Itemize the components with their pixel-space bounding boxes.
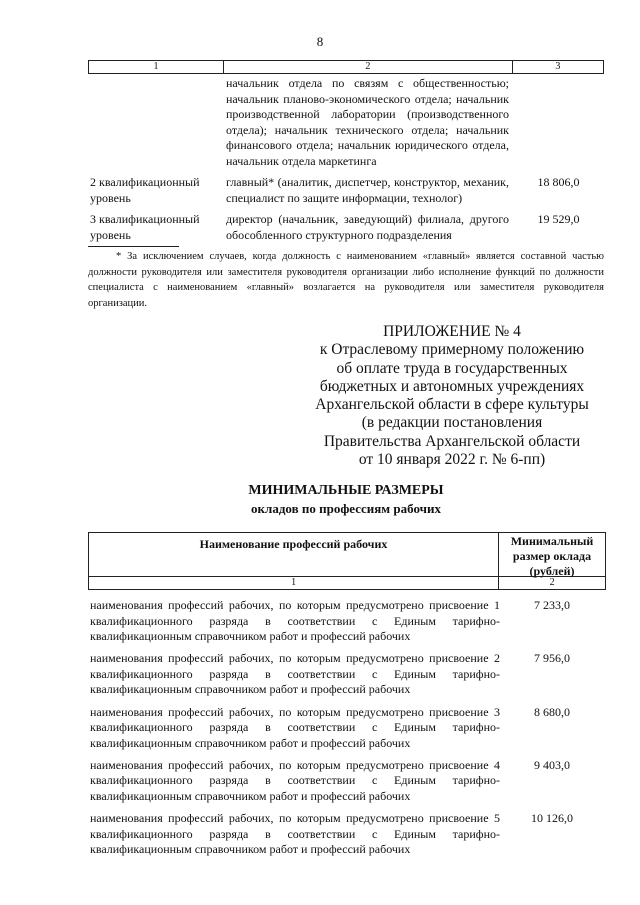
salary-value: 9 403,0 (534, 757, 570, 772)
appendix-line: об оплате труда в государственных (336, 359, 568, 377)
profession-description: наименования профессий рабочих, по которым предусмотрено присвоение 3 квалификационного разряда в соответствии с Единым тарифно-квалификационным справочником работ и профессий рабочих (90, 704, 500, 750)
column-number-2: 2 (549, 577, 555, 588)
header-min-salary: Минимальный размер оклада (рублей) (510, 534, 594, 578)
positions-list: начальник отдела по связям с общественностью; начальник планово-экономического отдела; начальник производственной лаборатории (производственного отдела); начальник технического отдела; начальник финансового отдела; начальник юридического отдела, начальник отдела маркетинга (226, 76, 509, 168)
column-number-1: 1 (89, 61, 224, 73)
salary-value: 8 680,0 (534, 704, 570, 719)
footnote-divider (88, 246, 179, 247)
worker-salary-table-header (88, 532, 606, 590)
appendix-line: бюджетных и автономных учреждениях (319, 377, 585, 395)
column-number-row (89, 576, 605, 589)
table-row (88, 598, 604, 645)
table-row (88, 651, 604, 698)
positions-list: главный* (аналитик, диспетчер, конструктор, механик, специалист по защите информации, технолог) (226, 175, 509, 205)
profession-description: наименования профессий рабочих, по которым предусмотрено присвоение 5 квалификационного разряда в соответствии с Единым тарифно-квалификационным справочником работ и профессий рабочих (90, 811, 500, 857)
table-header-row (89, 533, 605, 576)
heading-subtitle: окладов по профессиям рабочих (251, 501, 441, 516)
table-row (88, 811, 604, 858)
salary-value: 18 806,0 (537, 175, 580, 189)
section-heading (88, 482, 604, 518)
profession-description: наименования профессий рабочих, по которым предусмотрено присвоение 1 квалификационного разряда в соответствии с Единым тарифно-квалификационным справочником работ и профессий рабочих (90, 598, 500, 644)
profession-description: наименования профессий рабочих, по которым предусмотрено присвоение 2 квалификационного разряда в соответствии с Единым тарифно-квалификационным справочником работ и профессий рабочих (90, 651, 500, 697)
salary-value (513, 76, 604, 169)
positions-list: директор (начальник, заведующий) филиала, другого обособленного структурного подразделения (226, 212, 509, 242)
salary-value: 10 126,0 (531, 811, 573, 826)
appendix-header (300, 323, 604, 469)
salary-value: 19 529,0 (537, 212, 580, 226)
column-number-3: 3 (555, 61, 561, 72)
profession-description: наименования профессий рабочих, по которым предусмотрено присвоение 4 квалификационного разряда в соответствии с Единым тарифно-квалификационным справочником работ и профессий рабочих (90, 757, 500, 804)
table-header-row (88, 60, 604, 74)
appendix-line: (в редакции постановления (361, 414, 543, 432)
salary-value: 7 956,0 (534, 651, 570, 666)
qualification-level (88, 76, 223, 169)
qualification-level: 2 квалификационный уровень (90, 175, 200, 205)
qualification-level: 3 квалификационный уровень (90, 212, 200, 242)
salary-table-continued (88, 60, 604, 243)
column-number-2: 2 (224, 61, 513, 73)
table-row (88, 705, 604, 752)
table-row (88, 758, 604, 805)
page-number: 8 (316, 34, 324, 49)
appendix-line: Архангельской области в сфере культуры (315, 396, 589, 414)
appendix-line: к Отраслевому примерному положению (319, 341, 585, 359)
header-profession-name: Наименование профессий рабочих (89, 533, 499, 576)
table-row (88, 212, 604, 243)
footnote: * За исключением случаев, когда должность с наименованием «главный» является составной частью должности руководителя или заместителя руководителя организации либо исполнение функций по должности специалиста с наименованием «главный» возлагается на руководителя или заместителя руководителя организации. (88, 251, 604, 309)
appendix-line: Правительства Архангельской области (323, 432, 581, 450)
appendix-title: ПРИЛОЖЕНИЕ № 4 (383, 323, 521, 340)
table-row (88, 76, 604, 169)
worker-salary-table-body (88, 598, 604, 864)
table-row (88, 175, 604, 206)
heading-title: МИНИМАЛЬНЫЕ РАЗМЕРЫ (248, 483, 444, 498)
column-number-1: 1 (89, 577, 499, 589)
appendix-line: от 10 января 2022 г. № 6-пп) (358, 451, 546, 469)
salary-value: 7 233,0 (534, 598, 570, 612)
